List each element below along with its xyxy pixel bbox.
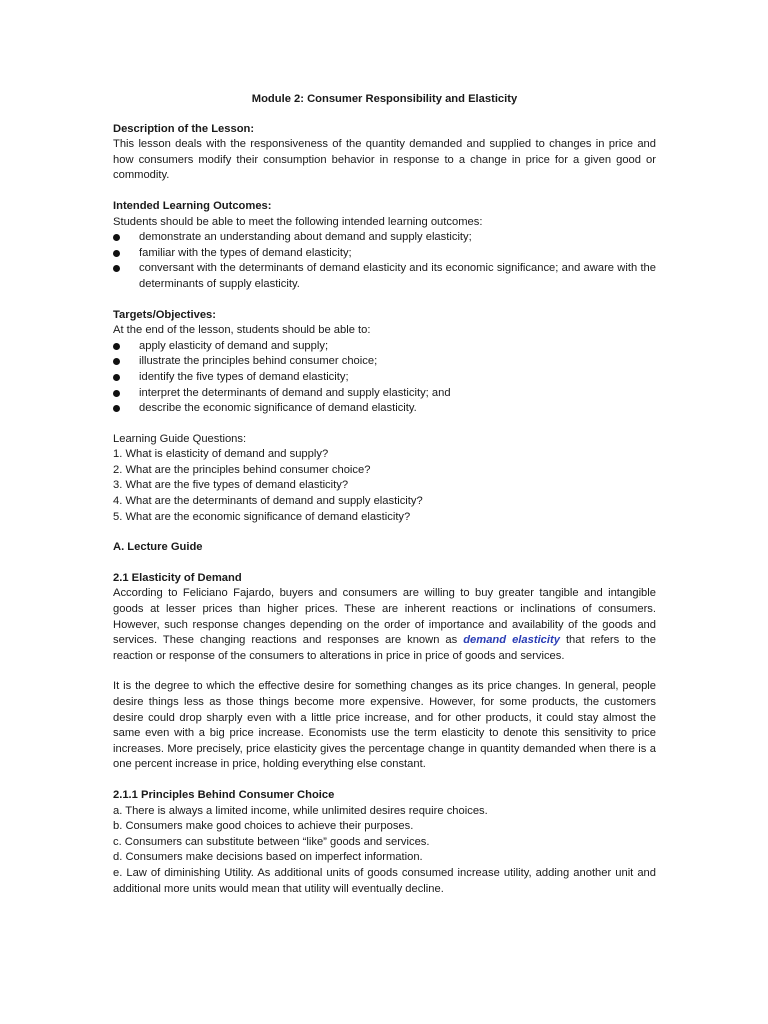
elasticity-heading: 2.1 Elasticity of Demand	[113, 571, 242, 584]
guide-questions-section	[113, 432, 656, 526]
list-item: 4. What are the determinants of demand and supply elasticity?	[113, 495, 423, 508]
list-item: b. Consumers make good choices to achieve their purposes.	[113, 820, 414, 833]
bullet-icon	[113, 250, 120, 257]
description-heading: Description of the Lesson:	[113, 122, 255, 135]
list-item: demonstrate an understanding about demand and supply elasticity;	[113, 230, 656, 246]
elasticity-section	[113, 571, 656, 773]
list-item: apply elasticity of demand and supply;	[113, 339, 656, 355]
principles-section	[113, 788, 656, 897]
targets-section	[113, 308, 656, 417]
list-item: 2. What are the principles behind consumer choice?	[113, 463, 371, 476]
list-item: conversant with the determinants of demand elasticity and its economic significance; and aware with the determinants of supply elasticity.	[113, 261, 656, 292]
bullet-icon	[113, 234, 120, 241]
list-item: identify the five types of demand elasticity;	[113, 370, 656, 386]
lecture-guide-heading: A. Lecture Guide	[113, 541, 203, 554]
bullet-icon	[113, 265, 120, 272]
list-item: 1. What is elasticity of demand and supply?	[113, 448, 329, 461]
guide-questions-list	[113, 447, 656, 525]
page-title: Module 2: Consumer Responsibility and Elasticity	[251, 93, 518, 105]
bullet-icon	[113, 343, 120, 350]
bullet-icon	[113, 374, 120, 381]
outcomes-intro: Students should be able to meet the following intended learning outcomes:	[113, 215, 483, 228]
targets-heading: Targets/Objectives:	[113, 308, 217, 321]
bullet-icon	[113, 358, 120, 365]
outcomes-heading: Intended Learning Outcomes:	[113, 199, 272, 212]
list-item: illustrate the principles behind consumer choice;	[113, 354, 656, 370]
demand-elasticity-term: demand elasticity	[463, 634, 560, 647]
elasticity-paragraph-1: According to Feliciano Fajardo, buyers and consumers are willing to buy greater tangible and intangible goods at lesser prices than higher prices. These are inherent reactions or inclinations of consumers. However, such response changes depending on the order of importance and availability of the goods and services. These changing reactions and responses are known as demand elasticity that refers to the reaction or response of the consumers to alterations in price in price of goods and services.	[113, 587, 657, 662]
outcomes-section	[113, 199, 656, 293]
document-page	[113, 92, 656, 897]
list-item: interpret the determinants of demand and supply elasticity; and	[113, 386, 656, 402]
list-item: 3. What are the five types of demand elasticity?	[113, 479, 349, 492]
list-item: describe the economic significance of demand elasticity.	[113, 401, 656, 417]
outcomes-list	[113, 230, 656, 292]
list-item: a. There is always a limited income, while unlimited desires require choices.	[113, 804, 488, 817]
elasticity-paragraph-2: It is the degree to which the effective desire for something changes as its price changes. In general, people desire things less as those things become more expensive. However, for some products, the customers desire could drop sharply even with a little price increase, and for other products, it could stay almost the same even with a big price increase. Economists use the term elasticity to denote this sensitivity to price increases. More precisely, price elasticity gives the percentage change in quantity demanded when there is a one percent increase in price, holding everything else constant.	[113, 680, 656, 771]
list-item: e. Law of diminishing Utility. As additional units of goods consumed increase utility, adding another unit and additional more units would mean that utility will eventually decline.	[113, 866, 656, 895]
list-item: 5. What are the economic significance of demand elasticity?	[113, 510, 411, 523]
targets-intro: At the end of the lesson, students should be able to:	[113, 324, 371, 337]
description-body: This lesson deals with the responsiveness of the quantity demanded and supplied to changes in price and how consumers modify their consumption behavior in response to a change in price for a given good or commodity.	[113, 138, 656, 182]
bullet-icon	[113, 390, 120, 397]
list-item: d. Consumers make decisions based on imperfect information.	[113, 851, 423, 864]
principles-heading: 2.1.1 Principles Behind Consumer Choice	[113, 788, 335, 801]
bullet-icon	[113, 405, 120, 412]
list-item: c. Consumers can substitute between “like” goods and services.	[113, 835, 430, 848]
list-item: familiar with the types of demand elasticity;	[113, 246, 656, 262]
description-section	[113, 122, 656, 184]
guide-questions-heading: Learning Guide Questions:	[113, 432, 247, 445]
targets-list	[113, 339, 656, 417]
